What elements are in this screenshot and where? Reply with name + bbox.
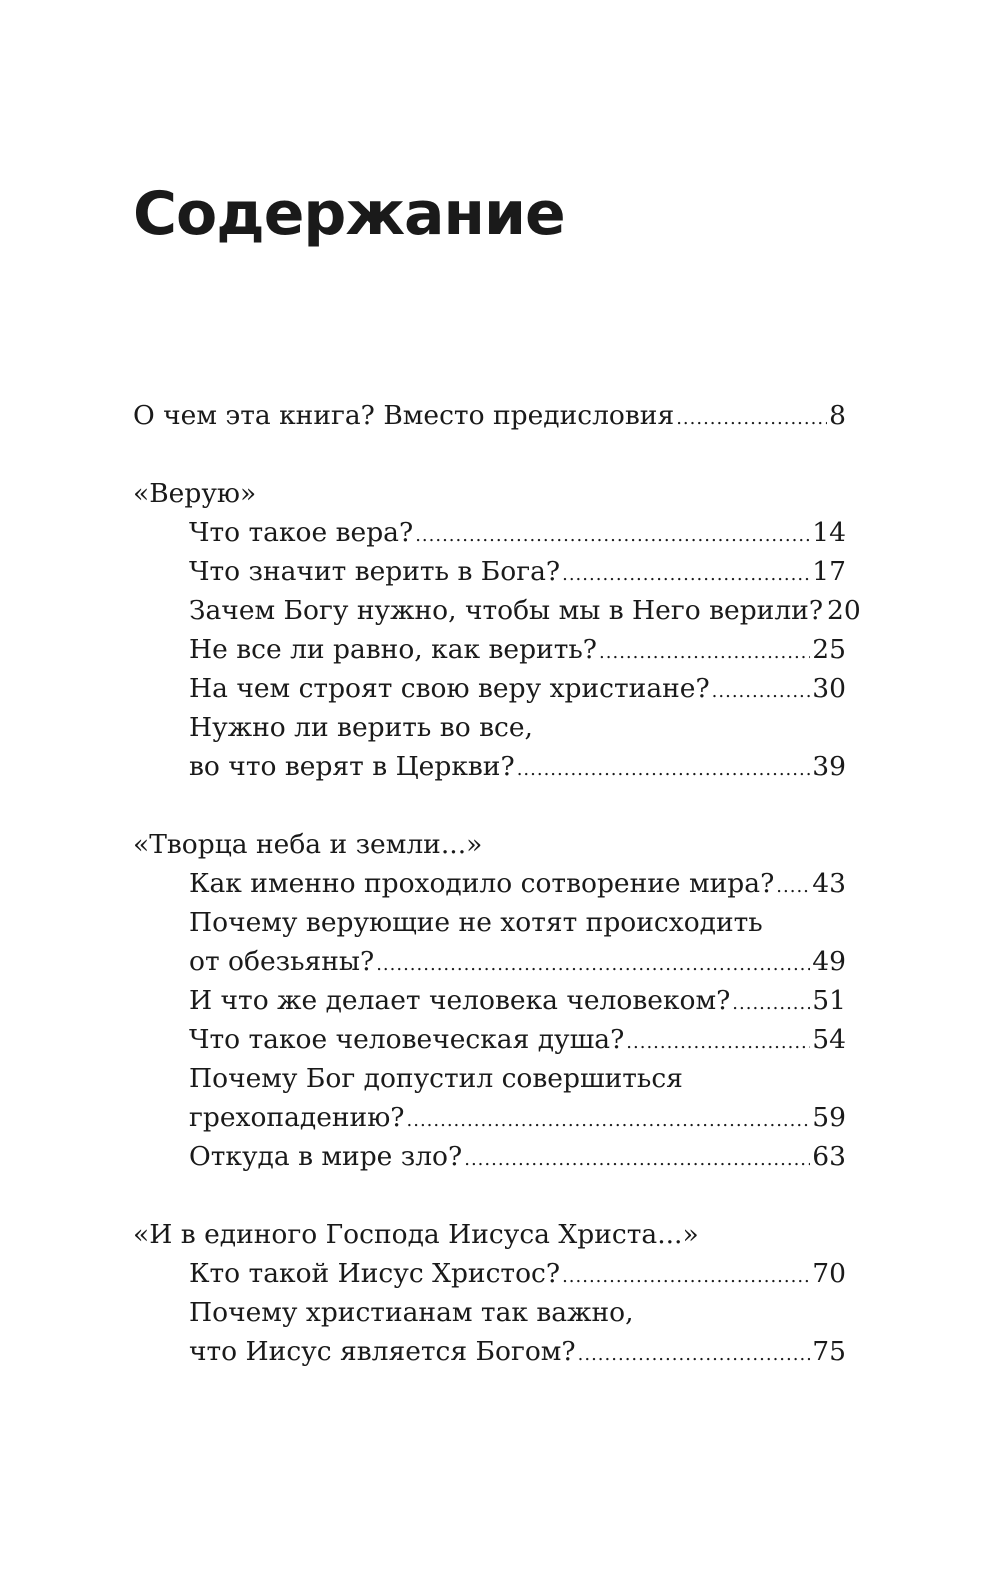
- toc-page-number: 59: [812, 1102, 846, 1133]
- toc-page-number: 17: [812, 556, 846, 587]
- toc-entry-title: что Иисус является Богом?: [189, 1336, 576, 1367]
- toc-page-number: 49: [812, 946, 846, 977]
- page-title: Содержание: [133, 179, 565, 249]
- toc-section: [133, 825, 846, 1176]
- toc-page-number: 8: [829, 400, 846, 431]
- dot-leader: [464, 1140, 810, 1179]
- toc-entry-title: О чем эта книга? Вместо предисловия: [133, 400, 675, 431]
- toc-page-number: 51: [812, 985, 846, 1016]
- toc-entry[interactable]: [133, 708, 846, 786]
- toc-sections: [133, 474, 861, 1371]
- toc-section: [133, 474, 861, 786]
- toc-entry-line: [189, 1137, 846, 1176]
- toc-page-number: 14: [812, 517, 846, 548]
- toc-entry-title: Зачем Богу нужно, чтобы мы в Него верили?: [189, 595, 824, 626]
- toc-entry[interactable]: [133, 903, 846, 981]
- toc-entry[interactable]: [133, 396, 846, 435]
- toc-entry-line: [189, 1020, 846, 1059]
- toc-entry-title: Что значит верить в Бога?: [189, 556, 561, 587]
- toc-page-number: 43: [812, 868, 846, 899]
- toc-page-number: 20: [827, 595, 861, 626]
- dot-leader: [626, 1023, 810, 1062]
- toc-entry-title: от обезьяны?: [189, 946, 375, 977]
- dot-leader: [407, 1101, 811, 1140]
- dot-leader: [712, 672, 811, 711]
- toc-entry-line: [189, 942, 846, 981]
- toc-entry-title: Нужно ли верить во все,: [189, 712, 533, 743]
- toc-entry-line: [189, 981, 846, 1020]
- toc-page-number: 54: [812, 1024, 846, 1055]
- toc-entry-line: [189, 513, 846, 552]
- toc-entry-title: И что же делает человека человеком?: [189, 985, 731, 1016]
- toc-entry[interactable]: [133, 669, 846, 708]
- toc-entry[interactable]: [133, 1137, 846, 1176]
- toc-section-heading[interactable]: «Верую»: [133, 478, 257, 509]
- toc-entry[interactable]: [133, 513, 846, 552]
- toc-entry-title: Что такое человеческая душа?: [189, 1024, 625, 1055]
- toc-entry[interactable]: [133, 630, 846, 669]
- toc-page-number: 63: [812, 1141, 846, 1172]
- toc-entry-line: [189, 591, 861, 630]
- toc-entry-line: [189, 1254, 846, 1293]
- dot-leader: [599, 633, 810, 672]
- toc-section: [133, 1215, 846, 1371]
- toc-entry[interactable]: [133, 1020, 846, 1059]
- toc-entry[interactable]: [133, 981, 846, 1020]
- toc-entry-line: [189, 1098, 846, 1137]
- toc-entry[interactable]: [133, 552, 846, 591]
- toc-entry-title: Откуда в мире зло?: [189, 1141, 463, 1172]
- toc-page-number: 30: [812, 673, 846, 704]
- toc-entry-title: Почему верующие не хотят происходить: [189, 907, 763, 938]
- toc-entry-title: Почему христианам так важно,: [189, 1297, 634, 1328]
- toc-entry-line: [189, 1332, 846, 1371]
- toc-section-heading[interactable]: «И в единого Господа Иисуса Христа...»: [133, 1219, 699, 1250]
- toc-entry-title: Почему Бог допустил совершиться: [189, 1063, 683, 1094]
- toc-entry-line: [189, 630, 846, 669]
- toc-entry-title: во что верят в Церкви?: [189, 751, 515, 782]
- toc-entry-title: Кто такой Иисус Христос?: [189, 1258, 561, 1289]
- toc-entry-line: [189, 669, 846, 708]
- toc-entry-title: Не все ли равно, как верить?: [189, 634, 598, 665]
- dot-leader: [562, 555, 810, 594]
- toc-entry[interactable]: [133, 1293, 846, 1371]
- dot-leader: [517, 750, 811, 789]
- dot-leader: [676, 399, 827, 438]
- toc-entry-title: На чем строят свою веру христиане?: [189, 673, 710, 704]
- toc-preface: [133, 396, 846, 435]
- toc-page-number: 39: [812, 751, 846, 782]
- toc-entry-title: грехопадению?: [189, 1102, 405, 1133]
- dot-leader: [732, 984, 810, 1023]
- toc-page-number: 75: [812, 1336, 846, 1367]
- toc-entry[interactable]: [133, 1059, 846, 1137]
- toc-entry-line: [189, 552, 846, 591]
- toc-entry[interactable]: [133, 591, 861, 630]
- dot-leader: [415, 516, 810, 555]
- dot-leader: [578, 1335, 811, 1374]
- dot-leader: [776, 867, 810, 906]
- table-of-contents: [133, 396, 861, 1410]
- toc-page-number: 70: [812, 1258, 846, 1289]
- toc-entry-title: Что такое вера?: [189, 517, 414, 548]
- toc-entry[interactable]: [133, 1254, 846, 1293]
- toc-entry-line: [189, 747, 846, 786]
- toc-entry[interactable]: [133, 864, 846, 903]
- dot-leader: [376, 945, 810, 984]
- toc-entry-line: [189, 864, 846, 903]
- toc-page-number: 25: [812, 634, 846, 665]
- toc-section-heading[interactable]: «Творца неба и земли...»: [133, 829, 483, 860]
- toc-entry-title: Как именно проходило сотворение мира?: [189, 868, 775, 899]
- dot-leader: [562, 1257, 810, 1296]
